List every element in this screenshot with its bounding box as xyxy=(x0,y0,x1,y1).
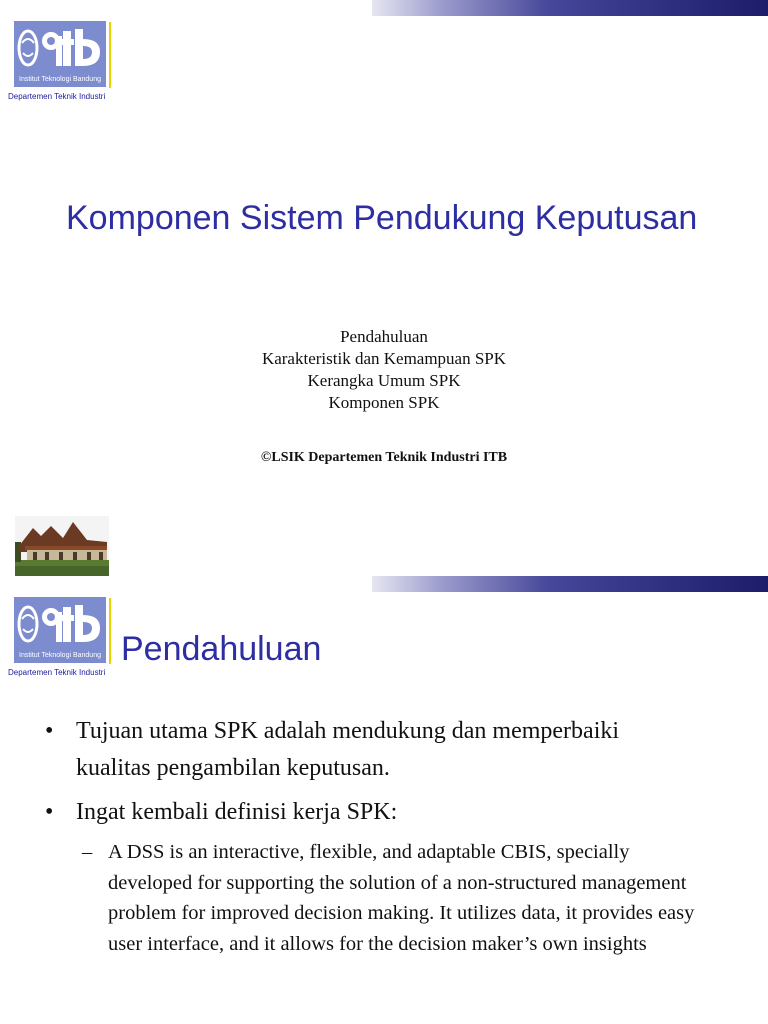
bullet-mark: • xyxy=(45,799,54,825)
itb-logo xyxy=(14,597,106,663)
department-label: Departemen Teknik Industri xyxy=(8,668,106,677)
header-gradient-bar xyxy=(372,0,768,16)
slide-title: Komponen Sistem Pendukung Keputusan xyxy=(66,199,698,237)
topic-item: Pendahuluan xyxy=(340,327,428,346)
bullet-mark: • xyxy=(45,718,54,744)
topic-item: Komponen SPK xyxy=(328,393,440,412)
logo-accent-line xyxy=(109,598,111,664)
campus-building-photo xyxy=(15,516,109,576)
bullet-item xyxy=(45,713,645,787)
bullet-item xyxy=(45,794,645,831)
header-gradient-bar xyxy=(372,576,768,592)
dash-mark: – xyxy=(82,841,93,863)
itb-logo xyxy=(14,21,106,87)
sub-bullet-item xyxy=(82,837,702,959)
slide-title: Pendahuluan xyxy=(121,630,322,668)
bullet-text: Tujuan utama SPK adalah mendukung dan memperbaiki kualitas pengambilan keputusan. xyxy=(76,718,620,781)
topic-list xyxy=(0,326,768,414)
topic-item: Karakteristik dan Kemampuan SPK xyxy=(261,349,507,368)
logo-accent-line xyxy=(109,22,111,88)
bullet-text: Ingat kembali definisi kerja SPK: xyxy=(76,799,398,825)
department-label: Departemen Teknik Industri xyxy=(8,92,106,101)
svg-text:Institut Teknologi Bandung: Institut Teknologi Bandung xyxy=(19,76,101,83)
topic-item: Kerangka Umum SPK xyxy=(307,371,461,390)
svg-text:Institut Teknologi Bandung: Institut Teknologi Bandung xyxy=(19,652,101,659)
sub-bullet-text: A DSS is an interactive, flexible, and adaptable CBIS, specially developed for supporting the solution of a non-structured management problem for improved decision making. It utilizes data, it provides easy user interface, and it allows for the decision maker’s own insights xyxy=(108,841,695,955)
copyright-text: ©LSIK Departemen Teknik Industri ITB xyxy=(260,450,508,465)
